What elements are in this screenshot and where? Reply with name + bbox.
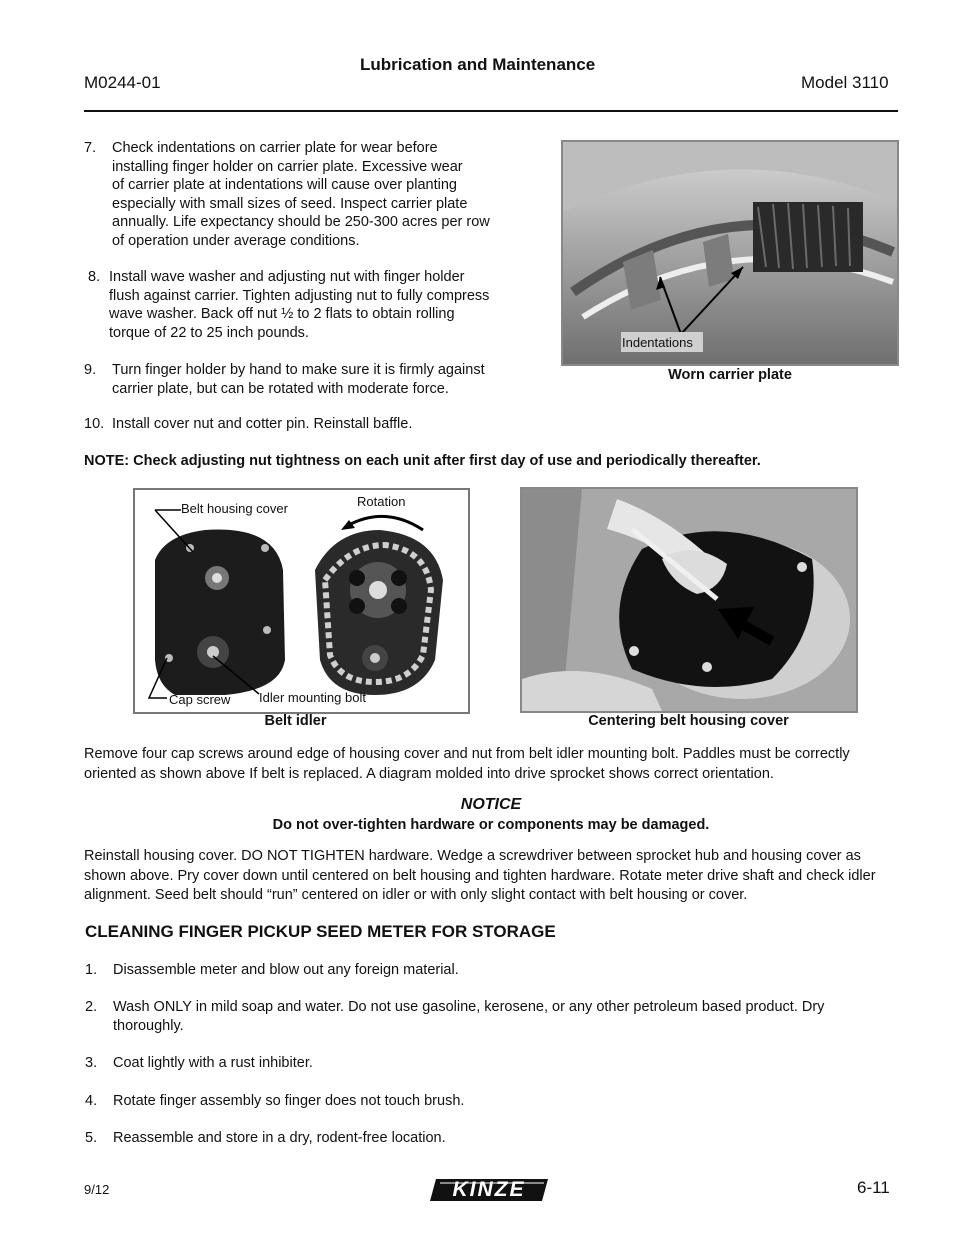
centering-cover-photo [520, 487, 858, 713]
rotation-label: Rotation [357, 494, 406, 509]
belt-idler-figure [133, 488, 470, 714]
idler-bolt-label: Idler mounting bolt [259, 690, 366, 705]
doc-id: M0244-01 [84, 73, 161, 92]
centering-caption: Centering belt housing cover [588, 713, 789, 729]
header-rule [84, 110, 898, 112]
remove-paragraph: Remove four cap screws around edge of housing cover and nut from belt idler mounting bolt. Paddles must be correctly oriented as shown above If belt is replaced. A diagram molded into drive sprocket shows correct orientation. [84, 746, 850, 782]
cap-screw-label: Cap screw [169, 692, 231, 707]
reinstall-paragraph: Reinstall housing cover. DO NOT TIGHTEN hardware. Wedge a screwdriver between sprocket hub and housing cover as shown above. Pry cover down until centered on belt housing and tighten hardware. Rotate meter drive shaft and check idler alignment. Seed belt should “run” centered on idler or with only slight contact with belt housing or cover. [84, 848, 876, 903]
worn-plate-caption: Worn carrier plate [668, 367, 792, 383]
model-label: Model 3110 [801, 73, 889, 92]
kinze-logo: KINZE [430, 1175, 550, 1205]
indentations-label: Indentations [622, 335, 693, 350]
notice-text: Do not over-tighten hardware or components may be damaged. [272, 817, 710, 833]
page-number: 6-11 [857, 1178, 890, 1197]
belt-housing-cover-label: Belt housing cover [181, 501, 288, 516]
belt-idler-caption: Belt idler [264, 713, 327, 729]
section-heading: CLEANING FINGER PICKUP SEED METER FOR STORAGE [85, 922, 556, 941]
worn-carrier-plate-photo [561, 140, 899, 366]
page-title: Lubrication and Maintenance [360, 55, 596, 74]
footer-date: 9/12 [84, 1182, 110, 1197]
notice-title: NOTICE [460, 796, 522, 813]
note-text: NOTE: Check adjusting nut tightness on each unit after first day of use and periodically thereafter. [84, 453, 761, 469]
